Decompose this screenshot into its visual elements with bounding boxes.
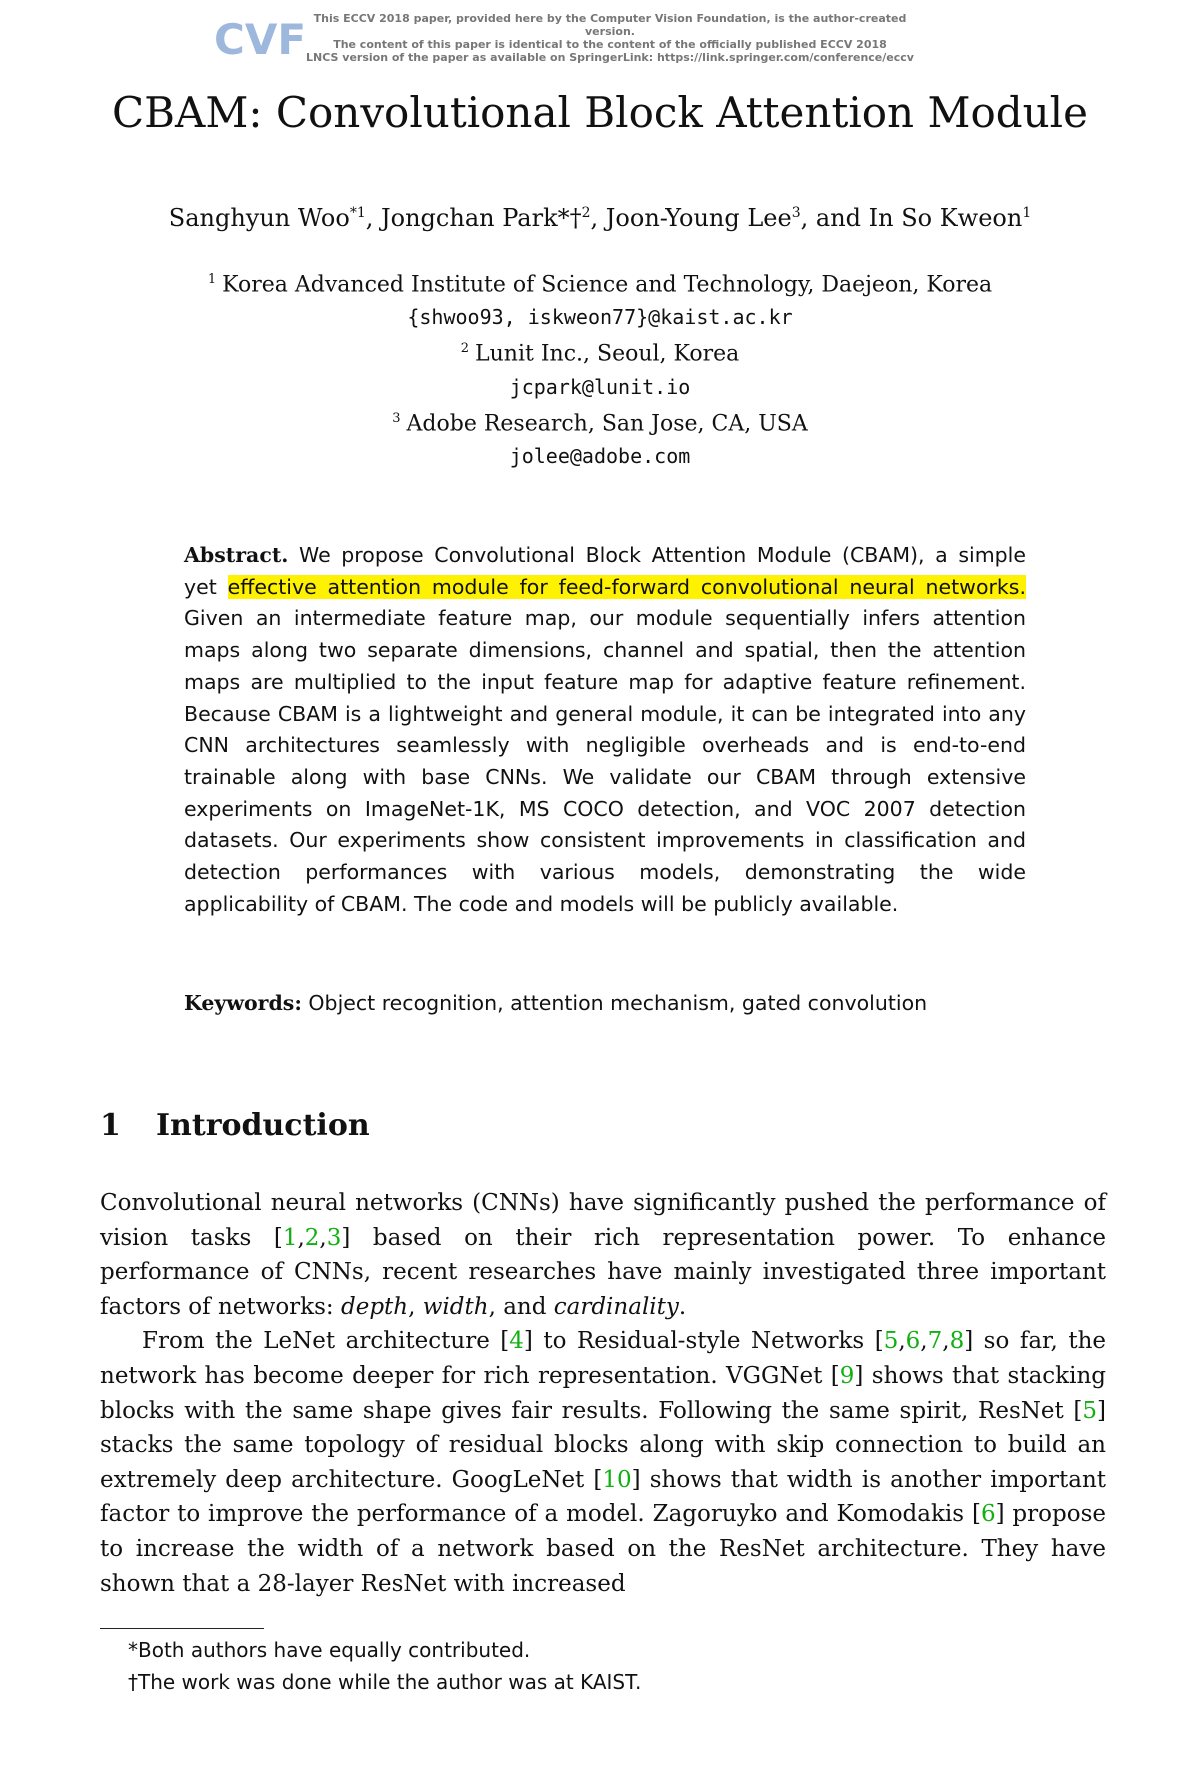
paper-title: CBAM: Convolutional Block Attention Module	[112, 88, 1088, 137]
footnote: *Both authors have equally contributed.	[128, 1638, 531, 1662]
affiliation-number: 2	[460, 341, 470, 357]
affiliation-number: 3	[392, 410, 401, 426]
abstract-highlight: effective attention module for feed-forward convolutional neural networks.	[227, 574, 1026, 599]
author-mark: *1	[349, 205, 366, 221]
affiliation-email[interactable]: {shwoo93, iskweon77}@kaist.ac.kr	[407, 305, 793, 330]
author-separator: ,	[590, 204, 606, 232]
paragraph: From the LeNet architecture [4] to Residual-style Networks [5,6,7,8] so far, the network has become deeper for rich representation. VGGNet [9] shows that stacking blocks with the same shape gives fair results. Following the same spirit, ResNet [5] stacks the same topology of residual blocks along with skip connection to build an extremely deep architecture. GoogLeNet [10] shows that width is another important factor to improve the performance of a model. Zagoruyko and Komodakis [6] propose to increase the width of a network based on the ResNet architecture. They have shown that a 28-layer ResNet with increased	[100, 1328, 1107, 1597]
author-mark: 1	[1022, 205, 1032, 221]
affiliation-email[interactable]: jcpark@lunit.io	[509, 374, 691, 399]
keywords	[184, 988, 1026, 1020]
paragraph: Convolutional neural networks (CNNs) have significantly pushed the performance of vision tasks [1,2,3] based on their rich representation power. To enhance performance of CNNs, recent researches have mainly investigated three important factors of networks: depth, width, and cardinality.	[100, 1190, 1106, 1320]
author-separator: ,	[365, 204, 382, 232]
affiliation-line	[0, 264, 1200, 301]
text-run: ] based on their rich representation power. To enhance performance of CNNs, recent researches have mainly investigated three important factors of networks:	[100, 1224, 1106, 1320]
author-mark: 3	[791, 205, 801, 221]
author-list	[0, 204, 1200, 232]
affiliation-text: Adobe Research, San Jose, CA, USA	[406, 410, 808, 436]
section-heading	[100, 1108, 370, 1143]
affiliation-text: Korea Advanced Institute of Science and Technology, Daejeon, Korea	[222, 272, 993, 298]
citation-link[interactable]: 5	[883, 1328, 899, 1355]
text-run: .	[678, 1293, 687, 1320]
citation-link[interactable]: 4	[509, 1328, 524, 1355]
abstract-text-post: Given an intermediate feature map, our module sequentially infers attention maps along two separate dimensions, channel and spatial, then the attention maps are multiplied to the input feature map for adaptive feature refinement. Because CBAM is a lightweight and general module, it can be integrated into any CNN architectures seamlessly with negligible overheads and is end-to-end trainable along with base CNNs. We validate our CBAM through extensive experiments on ImageNet-1K, MS COCO detection, and VOC 2007 detection datasets. Our experiments show consistent improvements in classification and detection performances with various models, demonstrating the wide applicability of CBAM. The code and models will be publicly available.	[184, 606, 1026, 916]
keywords-label: Keywords:	[184, 991, 302, 1015]
footnotes	[128, 1634, 641, 1698]
text-run: ] shows that width is another important factor to improve the performance of a model. Zagoruyko and Komodakis [	[100, 1466, 1106, 1528]
section-number: 1	[100, 1108, 121, 1143]
text-run: ] propose to increase the width of a network based on the ResNet architecture. They have shown that a 28-layer ResNet with increased	[100, 1501, 1106, 1597]
author-separator: , and	[800, 204, 869, 232]
abstract-label: Abstract.	[184, 543, 289, 567]
author-name: Sanghyun Woo	[168, 204, 350, 232]
affiliation-email[interactable]: jolee@adobe.com	[509, 443, 691, 468]
citation-link[interactable]: 2	[304, 1224, 320, 1251]
text-run: ] to Residual-style Networks [	[523, 1328, 884, 1355]
citation-link[interactable]: 1	[282, 1224, 298, 1251]
section-title: Introduction	[156, 1108, 370, 1143]
citation-link[interactable]: 6	[905, 1328, 921, 1355]
citation-link[interactable]: 7	[927, 1328, 943, 1355]
text-run: ] shows that stacking blocks with the same shape gives fair results. Following the same spirit, ResNet [	[100, 1362, 1106, 1424]
affiliation-line	[0, 333, 1200, 370]
notice-line: The content of this paper is identical to the content of the officially published ECCV 2018	[333, 38, 887, 51]
author-name: In So Kweon	[868, 204, 1023, 232]
author-name: Joon-Young Lee	[605, 204, 792, 232]
text-run: and	[503, 1293, 547, 1320]
keywords-text: Object recognition, attention mechanism, gated convolution	[308, 991, 928, 1015]
abstract-text-pre: We propose Convolutional Block Attention Module (CBAM), a simple yet	[184, 543, 1026, 599]
header-notice	[290, 12, 930, 64]
notice-line: LNCS version of the paper as available on SpringerLink: https://link.springer.com/conference/eccv	[306, 51, 914, 64]
author-mark: 2	[581, 205, 591, 221]
cvf-logo	[214, 14, 307, 64]
notice-line: This ECCV 2018 paper, provided here by the Computer Vision Foundation, is the author-created version.	[313, 12, 907, 38]
svg-text:CVF: CVF	[214, 15, 307, 64]
emphasis: depth	[340, 1293, 409, 1320]
affiliations	[0, 264, 1200, 472]
text-run: ] stacks the same topology of residual blocks along with skip connection to build an extremely deep architecture. GoogLeNet [	[100, 1397, 1106, 1493]
affiliation-number: 1	[207, 272, 217, 287]
footnote: †The work was done while the author was at KAIST.	[128, 1670, 642, 1694]
citation-link[interactable]: 3	[326, 1224, 342, 1251]
footnote-divider	[100, 1628, 264, 1629]
emphasis: width	[422, 1293, 489, 1320]
intro-body	[100, 1186, 1106, 1601]
citation-link[interactable]: 9	[839, 1362, 855, 1389]
citation-link[interactable]: 10	[602, 1466, 632, 1493]
affiliation-text: Lunit Inc., Seoul, Korea	[475, 341, 740, 367]
text-run: ] so far, the network has become deeper for rich representation. VGGNet [	[100, 1328, 1107, 1389]
citation-link[interactable]: 8	[949, 1328, 965, 1355]
affiliation-line	[0, 403, 1200, 440]
text-run: Convolutional neural networks (CNNs) have significantly pushed the performance of vision tasks [	[100, 1190, 1106, 1251]
citation-link[interactable]: 5	[1082, 1397, 1098, 1424]
citation-link[interactable]: 6	[980, 1501, 996, 1528]
emphasis: cardinality	[553, 1293, 679, 1320]
text-run: From the LeNet architecture [	[142, 1328, 510, 1355]
abstract	[184, 540, 1026, 920]
author-name: Jongchan Park*†	[381, 204, 582, 232]
